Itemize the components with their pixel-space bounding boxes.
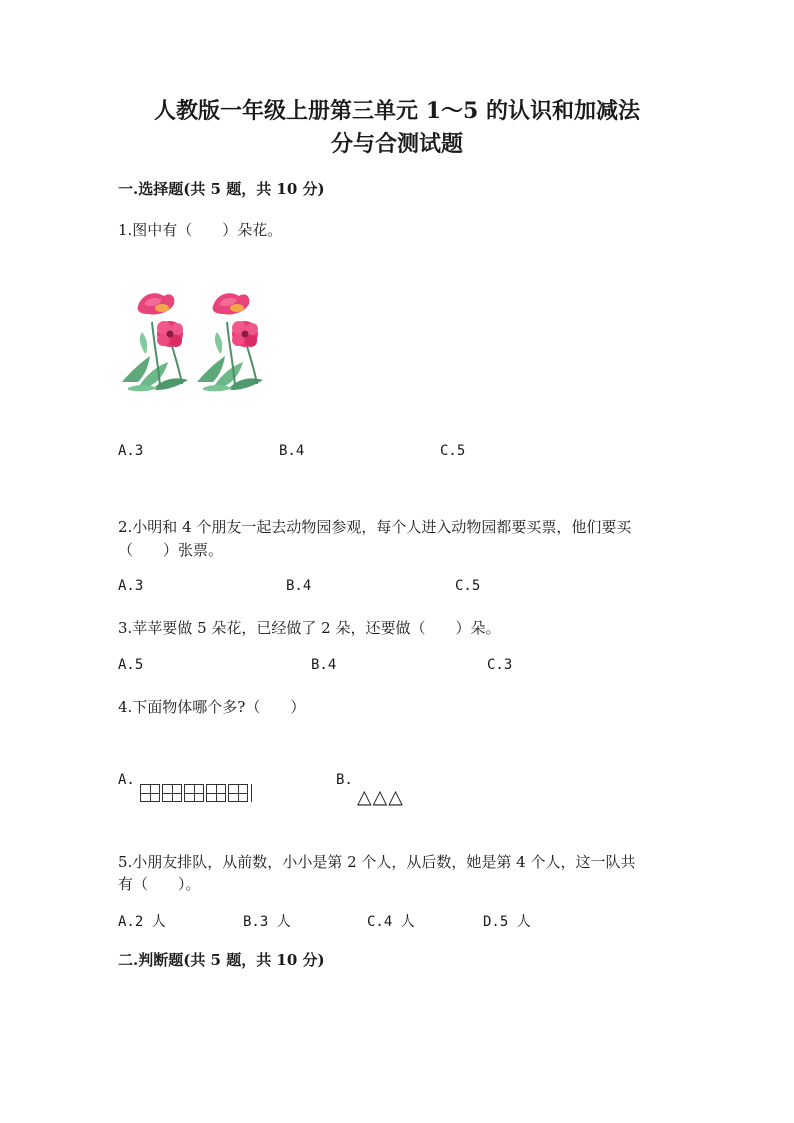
- question-2-text-line-2: （ ）张票。: [118, 541, 224, 559]
- question-5-option-d: D.5 人: [483, 914, 531, 930]
- question-4-option-b: B.: [336, 772, 353, 788]
- question-3-option-c: C.3: [487, 657, 513, 673]
- section-heading-judgement: 二.判断题(共 5 题，共 10 分): [118, 951, 325, 969]
- question-5-option-a: A.2 人: [118, 914, 166, 930]
- question-3-text: 3.苹苹要做 5 朵花，已经做了 2 朵，还要做（ ）朵。: [118, 619, 501, 637]
- question-3-option-a: A.5: [118, 657, 144, 673]
- grid-boxes-icon: [140, 784, 252, 802]
- question-3-option-b: B.4: [311, 657, 337, 673]
- question-5-option-c: C.4 人: [367, 914, 415, 930]
- question-2-option-c: C.5: [455, 578, 481, 594]
- page-title-line-1: 人教版一年级上册第三单元 1～5 的认识和加减法: [154, 98, 640, 124]
- section-heading-choice: 一.选择题(共 5 题，共 10 分): [118, 180, 325, 198]
- question-1-option-b: B.4: [279, 443, 305, 459]
- page-title-line-2: 分与合测试题: [330, 131, 463, 157]
- question-2-text-line-1: 2.小明和 4 个朋友一起去动物园参观，每个人进入动物园都要买票，他们要买: [118, 518, 632, 536]
- question-5-option-b: B.3 人: [243, 914, 291, 930]
- question-5-text-line-2: 有（ ）。: [118, 875, 201, 893]
- question-4-option-a: A.: [118, 772, 135, 788]
- question-1-text: 1.图中有（ ）朵花。: [118, 221, 283, 239]
- question-1-option-c: C.5: [440, 443, 466, 459]
- question-4-text: 4.下面物体哪个多?（ ）: [118, 698, 306, 716]
- question-5-text-line-1: 5.小朋友排队，从前数，小小是第 2 个人，从后数，她是第 4 个人，这一队共: [118, 853, 636, 871]
- triangles-figure: △△△: [357, 786, 404, 808]
- question-1-option-a: A.3: [118, 443, 144, 459]
- two-flowers-icon: [118, 288, 278, 406]
- question-2-option-a: A.3: [118, 578, 144, 594]
- question-2-option-b: B.4: [286, 578, 312, 594]
